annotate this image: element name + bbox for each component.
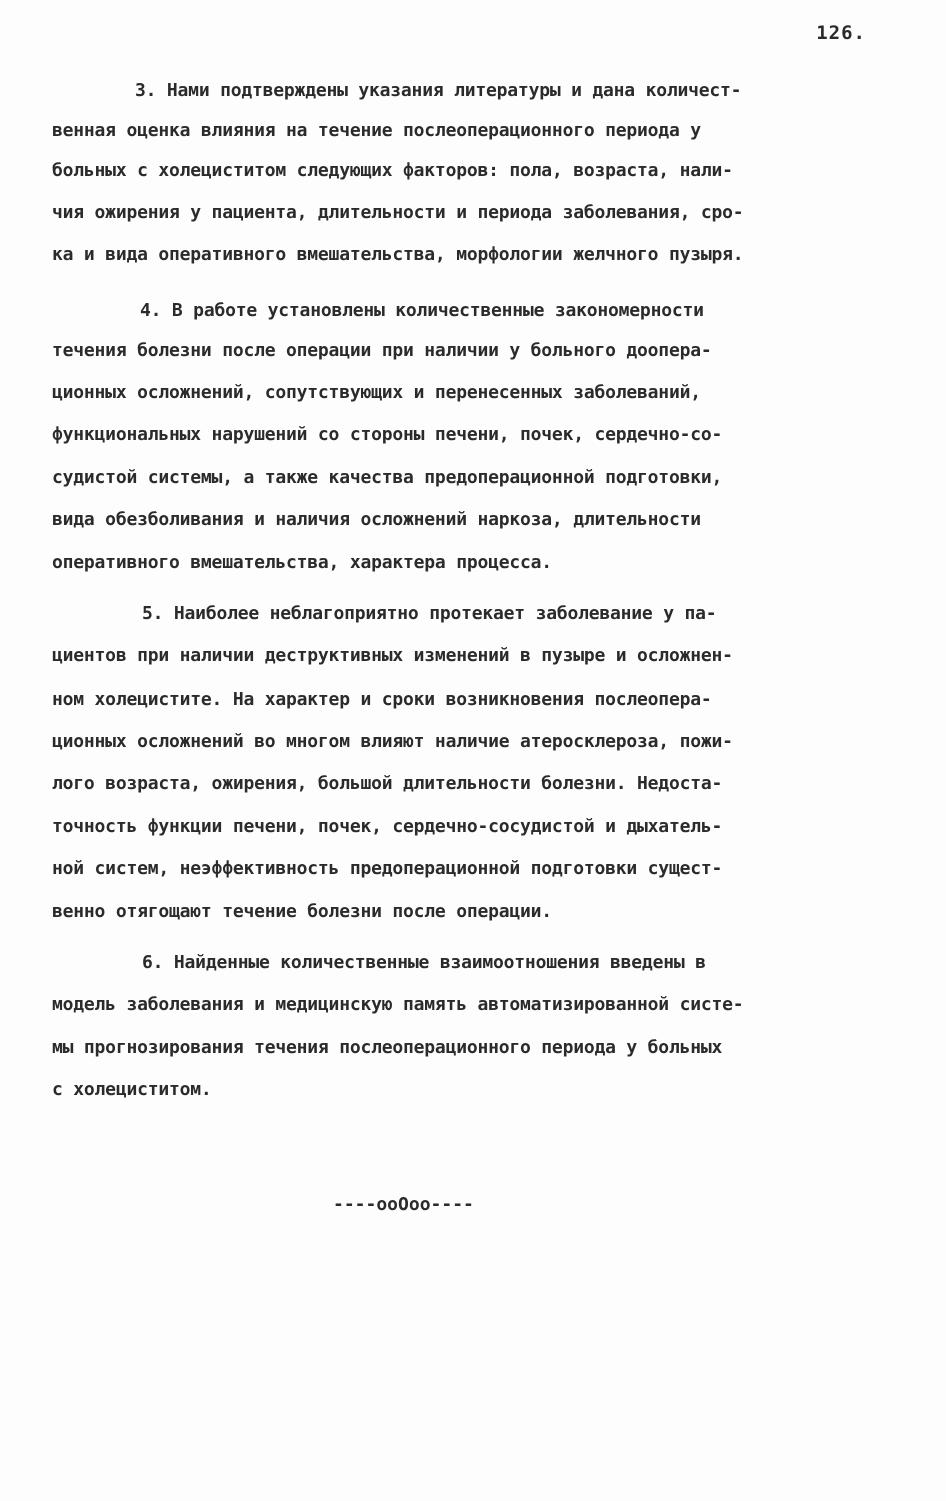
paragraph-6-line: модель заболевания и медицинскую память автоматизированной систе- bbox=[52, 994, 744, 1015]
paragraph-5-line: ном холецистите. На характер и сроки возникновения послеопера- bbox=[52, 689, 712, 710]
paragraph-4-line: ционных осложнений, сопутствующих и перенесенных заболеваний, bbox=[52, 382, 701, 403]
paragraph-4-line: 4. В работе установлены количественные закономерности bbox=[140, 300, 704, 321]
end-mark: ----ooOoo---- bbox=[333, 1194, 474, 1215]
paragraph-3-line: венная оценка влияния на течение послеоперационного периода у bbox=[52, 120, 701, 141]
paragraph-4-line: вида обезболивания и наличия осложнений наркоза, длительности bbox=[52, 509, 701, 530]
paragraph-3-line: чия ожирения у пациента, длительности и периода заболевания, сро- bbox=[52, 202, 744, 223]
page-number: 126. bbox=[816, 22, 866, 44]
paragraph-3-line: ка и вида оперативного вмешательства, морфологии желчного пузыря. bbox=[52, 244, 744, 265]
paragraph-5-line: 5. Наиболее неблагоприятно протекает заболевание у па- bbox=[142, 603, 717, 624]
paragraph-4-line: течения болезни после операции при наличии у больного доопера- bbox=[52, 340, 712, 361]
paragraph-6-line: с холециститом. bbox=[52, 1079, 212, 1100]
paragraph-6-line: мы прогнозирования течения послеоперационного периода у больных bbox=[52, 1037, 723, 1058]
paragraph-6-line: 6. Найденные количественные взаимоотношения введены в bbox=[142, 952, 706, 973]
paragraph-5-line: точность функции печени, почек, сердечно-сосудистой и дыхатель- bbox=[52, 816, 723, 837]
paragraph-5-line: ной систем, неэффективность предоперационной подготовки сущест- bbox=[52, 858, 723, 879]
paragraph-5-line: лого возраста, ожирения, большой длительности болезни. Недоста- bbox=[52, 773, 723, 794]
paragraph-5-line: циентов при наличии деструктивных изменений в пузыре и осложнен- bbox=[52, 645, 733, 666]
paragraph-3-line: 3. Нами подтверждены указания литературы и дана количест- bbox=[135, 80, 742, 101]
paragraph-5-line: венно отягощают течение болезни после операции. bbox=[52, 901, 552, 922]
paragraph-4-line: функциональных нарушений со стороны печени, почек, сердечно-со- bbox=[52, 424, 723, 445]
paragraph-4-line: судистой системы, а также качества предоперационной подготовки, bbox=[52, 467, 723, 488]
paragraph-5-line: ционных осложнений во многом влияют наличие атеросклероза, пожи- bbox=[52, 731, 733, 752]
paragraph-4-line: оперативного вмешательства, характера процесса. bbox=[52, 552, 552, 573]
paragraph-3-line: больных с холециститом следующих факторов: пола, возраста, нали- bbox=[52, 160, 733, 181]
